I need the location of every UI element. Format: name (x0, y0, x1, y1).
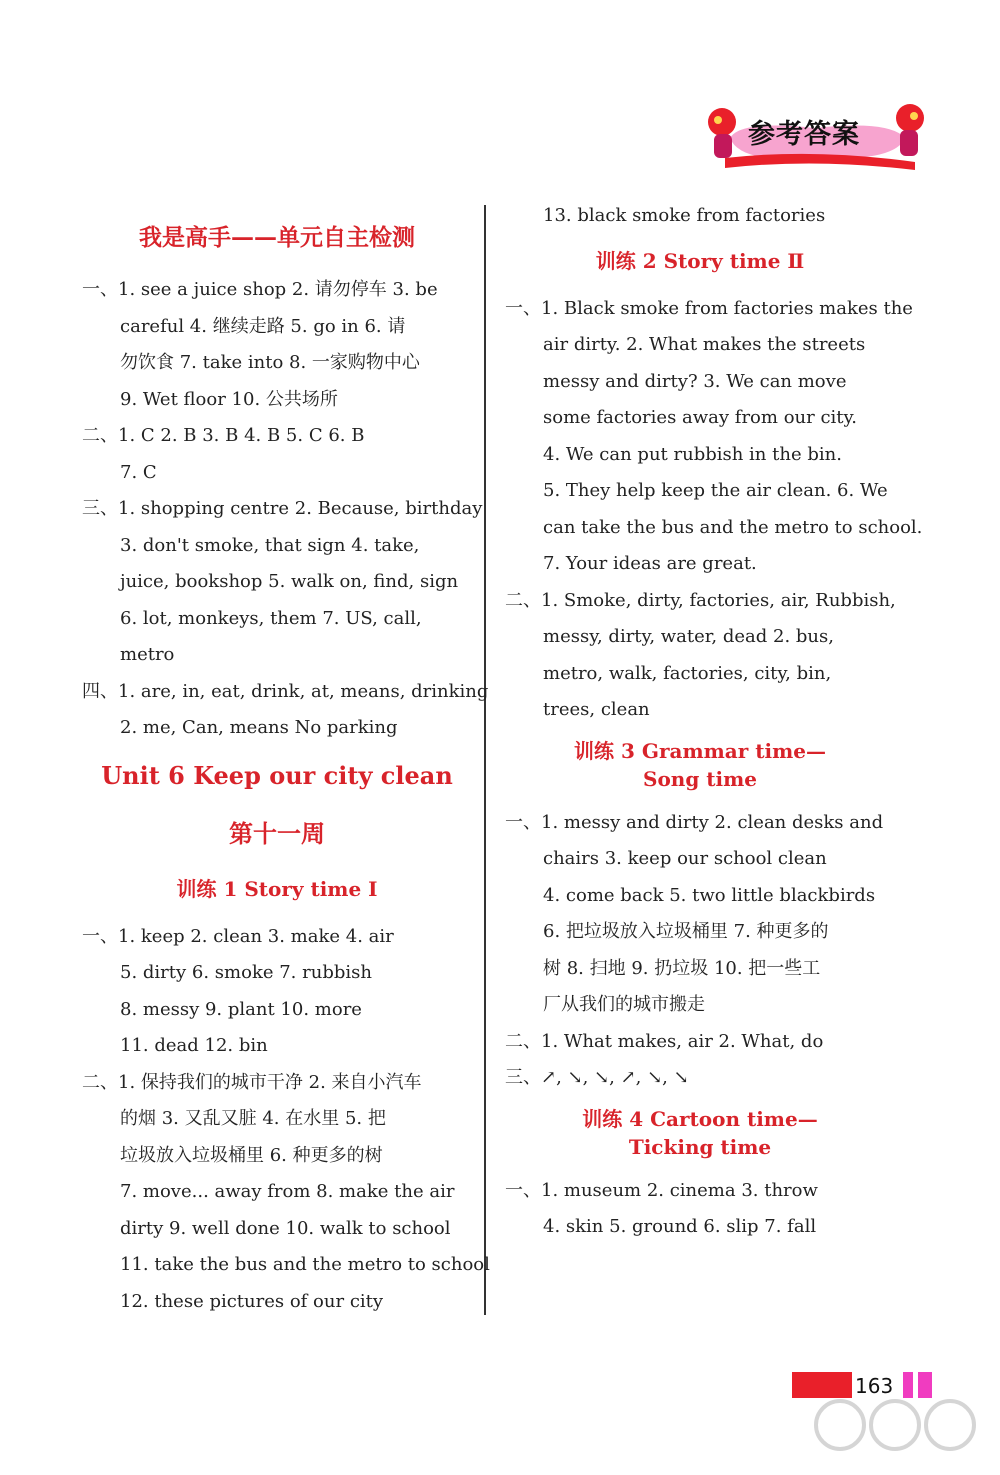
line-text: 树 8. 扫地 9. 扔垃圾 10. 把一些工 (543, 957, 821, 979)
line-text: 训练 2 Story time Ⅱ (595, 248, 805, 273)
answer-line (505, 364, 895, 401)
line-text: 6. 把垃圾放入垃圾桶里 7. 种更多的 (543, 921, 829, 942)
line-text: 勿饮食 7. take into 8. 一家购物中心 (120, 352, 420, 373)
exercise-heading (505, 729, 895, 805)
answer-line (82, 1247, 490, 1284)
answer-line (82, 1211, 472, 1248)
answer-line (82, 345, 472, 382)
answer-line (505, 656, 895, 693)
line-text: 训练 1 Story time Ⅰ (176, 876, 378, 901)
exercise-heading (505, 235, 895, 291)
line-text: 6. lot, monkeys, them 7. US, call, (120, 607, 422, 629)
line-text: 训练 3 Grammar time— (574, 738, 826, 763)
left-column (82, 218, 490, 1320)
unit-title (82, 747, 472, 805)
answer-line (82, 637, 472, 674)
line-text: 11. dead 12. bin (120, 1035, 268, 1056)
line-text: Ticking time (628, 1134, 772, 1159)
line-text: 11. take the bus and the metro to school (120, 1254, 490, 1275)
answer-line (505, 692, 895, 729)
line-text: 三、1. shopping centre 2. Because, birthday (82, 498, 483, 519)
answer-line (505, 400, 895, 437)
column-divider (484, 205, 486, 1315)
line-text: 厂从我们的城市搬走 (543, 994, 705, 1015)
answer-line (82, 309, 472, 346)
answer-key-badge-title: 参考答案 (748, 119, 860, 150)
answer-line (505, 437, 895, 474)
answer-line (82, 1028, 472, 1065)
answer-line (82, 1101, 472, 1138)
line-text: chairs 3. keep our school clean (543, 848, 827, 869)
line-text: 7. Your ideas are great. (543, 553, 757, 574)
answer-line (82, 272, 472, 309)
line-text: Unit 6 Keep our city clean (101, 760, 453, 790)
answer-line (505, 1209, 895, 1246)
answer-line (505, 987, 895, 1024)
line-text: 13. black smoke from factories (543, 205, 826, 226)
line-text: juice, bookshop 5. walk on, find, sign (120, 571, 459, 592)
answer-line (82, 491, 483, 528)
answer-line (82, 455, 472, 492)
answer-line (505, 327, 895, 364)
answer-line (505, 510, 923, 547)
exercise-heading (505, 1097, 895, 1173)
line-text: 我是高手——单元自主检测 (139, 224, 415, 251)
line-text: 垃圾放入垃圾桶里 6. 种更多的树 (120, 1144, 383, 1166)
line-text: messy and dirty? 3. We can move (543, 370, 847, 392)
line-text: messy, dirty, water, dead 2. bus, (543, 626, 834, 647)
line-text: Song time (643, 766, 757, 791)
line-text: 三、↗, ↘, ↘, ↗, ↘, ↘ (505, 1067, 689, 1088)
line-text: 4. We can put rubbish in the bin. (543, 443, 842, 465)
answer-line (82, 1138, 472, 1175)
line-text: 一、1. Black smoke from factories makes the (505, 297, 913, 319)
line-text: 12. these pictures of our city (120, 1290, 384, 1312)
answer-line (505, 1060, 895, 1097)
line-text: 5. They help keep the air clean. 6. We (543, 480, 888, 501)
exercise-heading (82, 863, 472, 919)
line-text: some factories away from our city. (543, 407, 858, 428)
line-text: 9. Wet floor 10. 公共场所 (120, 388, 338, 410)
answer-line (82, 418, 472, 455)
line-text: metro (120, 644, 175, 665)
line-text: metro, walk, factories, city, bin, (543, 662, 832, 684)
line-text: 一、1. keep 2. clean 3. make 4. air (82, 925, 394, 947)
answer-line (82, 674, 489, 711)
line-text: trees, clean (543, 699, 650, 720)
answer-line (505, 878, 895, 915)
line-text: 5. dirty 6. smoke 7. rubbish (120, 962, 372, 983)
answer-line (505, 951, 895, 988)
page-number: 163 (855, 1374, 894, 1398)
answer-line (505, 805, 895, 842)
line-text: 二、1. 保持我们的城市干净 2. 来自小汽车 (82, 1071, 422, 1093)
watermark-logo (800, 1395, 990, 1470)
answer-line (505, 546, 895, 583)
answer-line (82, 564, 472, 601)
line-text: air dirty. 2. What makes the streets (543, 334, 866, 355)
answer-line (505, 841, 895, 878)
answer-line (505, 1173, 895, 1210)
line-text: 二、1. Smoke, dirty, factories, air, Rubbish, (505, 589, 896, 611)
line-text: 一、1. messy and dirty 2. clean desks and (505, 811, 884, 833)
answer-line (82, 955, 472, 992)
line-text: 7. move... away from 8. make the air (120, 1181, 455, 1202)
line-text: 4. skin 5. ground 6. slip 7. fall (543, 1216, 817, 1237)
answer-line (82, 919, 472, 956)
answer-line (82, 710, 472, 747)
answer-line (505, 1024, 895, 1061)
line-text: 训练 4 Cartoon time— (582, 1106, 818, 1131)
section-heading (82, 218, 472, 272)
answer-line (505, 583, 895, 620)
answer-line (82, 382, 472, 419)
answer-line (82, 992, 472, 1029)
right-column (505, 198, 923, 1246)
answer-line (82, 1065, 472, 1102)
line-text: 3. don't smoke, that sign 4. take, (120, 534, 420, 556)
line-text: 8. messy 9. plant 10. more (120, 998, 362, 1020)
line-text: can take the bus and the metro to school. (543, 516, 923, 538)
line-text: 一、1. see a juice shop 2. 请勿停车 3. be (82, 279, 438, 300)
line-text: 的烟 3. 又乱又脏 4. 在水里 5. 把 (120, 1108, 386, 1129)
line-text: careful 4. 继续走路 5. go in 6. 请 (120, 315, 406, 337)
answer-line (505, 619, 895, 656)
line-text: 4. come back 5. two little blackbirds (543, 884, 876, 906)
answer-line (82, 601, 472, 638)
answer-line (82, 528, 472, 565)
line-text: dirty 9. well done 10. walk to school (120, 1217, 451, 1239)
answer-line (505, 198, 895, 235)
answer-line (82, 1284, 472, 1321)
line-text: 2. me, Can, means No parking (120, 717, 398, 738)
answer-line (505, 914, 895, 951)
line-text: 四、1. are, in, eat, drink, at, means, drinking (82, 680, 489, 702)
answer-line (82, 1174, 472, 1211)
line-text: 二、1. What makes, air 2. What, do (505, 1030, 824, 1052)
answer-line (505, 473, 895, 510)
line-text: 二、1. C 2. B 3. B 4. B 5. C 6. B (82, 425, 365, 446)
line-text: 7. C (120, 461, 157, 483)
line-text: 一、1. museum 2. cinema 3. throw (505, 1179, 818, 1201)
answer-line (505, 291, 913, 328)
line-text: 第十一周 (229, 819, 325, 848)
week-title (82, 805, 472, 863)
